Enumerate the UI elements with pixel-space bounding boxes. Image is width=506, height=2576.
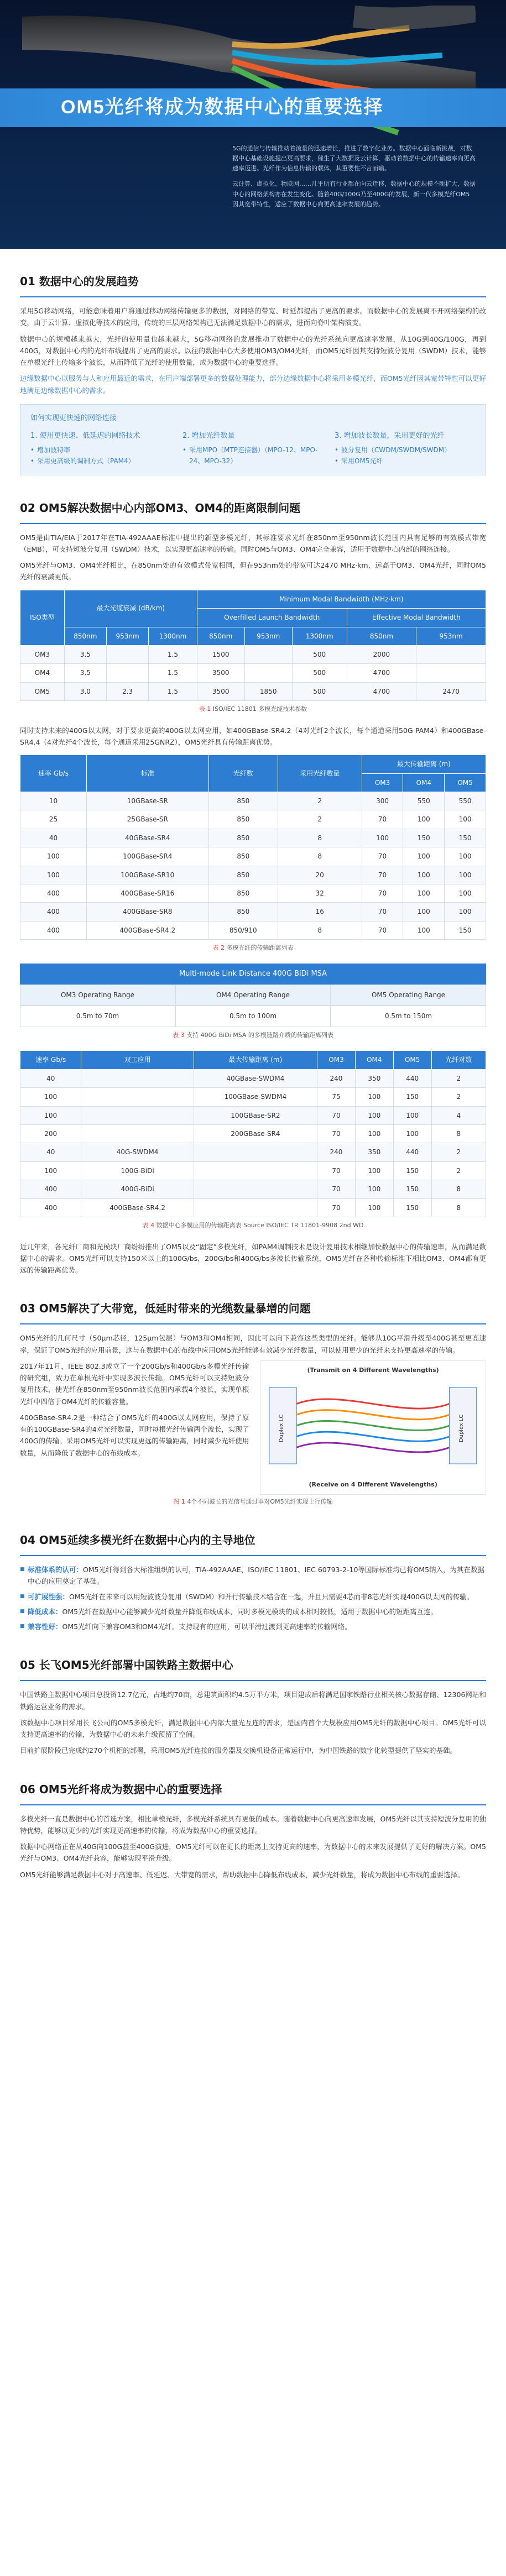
- table-cell: [194, 1161, 317, 1180]
- table-cell: 20: [278, 866, 362, 884]
- list-item: • 采用OM5光纤: [335, 455, 476, 467]
- table-cell: 8: [278, 829, 362, 847]
- callout-column: [335, 430, 476, 467]
- table-row: [20, 1161, 486, 1180]
- table-cell: 850: [208, 829, 278, 847]
- table-cell: 150: [403, 829, 445, 847]
- paragraph: 同时支持未来的400G以太网，对于要求更高的400G以太网应用，如400GBase-SR4.2（4对光纤2个波长，每个通道采用50G PAM4）和400GBase-SR4.4（4对光纤4个波长，每个通道采用25GNRZ），OM5光纤具有传输距离优势。: [20, 726, 486, 746]
- point-label: 降低成本：: [28, 1607, 62, 1616]
- table-cell: 3500: [197, 664, 244, 682]
- table-cell: 4700: [347, 682, 416, 700]
- table-cell: 100GBase-SR4: [86, 847, 208, 866]
- table-cell: 200GBase-SR4: [194, 1124, 317, 1143]
- table-row: [20, 1198, 486, 1217]
- table-header: 850nm: [197, 627, 244, 645]
- caption-text: 数据中心多模应用的传输距离表 Source ISO/IEC TR 11801-9908 2nd WD: [156, 1221, 364, 1229]
- callout-column: [182, 430, 324, 467]
- table-cell: 150: [393, 1198, 431, 1217]
- table-cell: [416, 664, 486, 682]
- table-row: [20, 1180, 486, 1198]
- table-cell: 550: [445, 792, 486, 810]
- table-cell: 150: [445, 829, 486, 847]
- table-header: 1300nm: [292, 627, 347, 645]
- table-header: 850nm: [64, 627, 106, 645]
- diagram-label-right: Duplex LC: [458, 1414, 465, 1442]
- table-header: 最大光缆衰减 (dB/km): [64, 590, 197, 627]
- table-row: [20, 1143, 486, 1161]
- paragraph: 数据中心的规模越来越大，光纤的使用量也越来越大，5G移动网络的发展推动了数据中心的光纤系统向更高速率发展，从10G到40G/100G，再到400G，对数据中心内的光纤布线提出了更高的要求。以往的数据中心大多使用OM3/OM4光纤，而OM5光纤因其支持短波分复用（SWDM）技术，能够在单根光纤上传输多个波长，从而降低了光纤的使用数量，成为数据中心的重要选择。: [20, 334, 486, 366]
- table-caption: [20, 1221, 486, 1231]
- table-row: [20, 829, 486, 847]
- hero-banner: [0, 0, 506, 249]
- table-row: [20, 866, 486, 884]
- table-cell: 100: [355, 1088, 393, 1106]
- advantages-list: [20, 1564, 486, 1632]
- table-cell: 100: [355, 1180, 393, 1198]
- table-cell: 1500: [197, 645, 244, 663]
- table-row: [20, 847, 486, 866]
- table-cell: OM4: [20, 664, 65, 682]
- table-cell: 500: [292, 682, 347, 700]
- title-banner: [0, 88, 506, 127]
- callout-heading: 1. 使用更快速、低延迟的网络技术: [30, 431, 140, 440]
- intro-paragraph: 5G的通信与传输推动着流量的迅速增长，推进了数字化业务。数据中心面临新挑战，对数据中心基础设施提出更高要求，催生了大数据及云计算，驱动着数据中心的传输速率向更高速率迈进。光纤作为信息传输的载体，其重要性不言而喻。: [232, 145, 476, 172]
- table-cell: 2: [278, 810, 362, 829]
- caption-text: 支持 400G BiDi MSA 的多模链路介质的传输距离列表: [186, 1031, 333, 1039]
- table-header: 速率 Gb/s: [20, 1051, 81, 1069]
- table-cell: 100: [403, 884, 445, 902]
- table-header: 953nm: [244, 627, 292, 645]
- table-cell: 1850: [244, 682, 292, 700]
- table-cell: 240: [317, 1143, 356, 1161]
- list-item: • 采用更高级的调制方式（PAM4）: [30, 455, 171, 467]
- table-cell: 100: [445, 847, 486, 866]
- table-row: [20, 1106, 486, 1124]
- table-cell: 400: [20, 903, 87, 921]
- table-cell: 400: [20, 884, 87, 902]
- intro-paragraph: 云计算、虚拟化、物联网……几乎所有行业都在向云迁移，数据中心的规模不断扩大，数据中心的网络架构亦在发生变化。随着40G/100G乃至400G的发展，新一代多模光纤OM5因其宽带特性，适应了数据中心向更高速率发展的趋势。: [232, 180, 476, 208]
- table-cell: [81, 1088, 194, 1106]
- table-cell: 2470: [416, 682, 486, 700]
- table-cell: [81, 1124, 194, 1143]
- table-cell: 70: [362, 866, 403, 884]
- section-title: 04 OM5延续多模光纤在数据中心内的主导地位: [20, 1522, 486, 1556]
- section-title: 02 OM5解决数据中心内部OM3、OM4的距离限制问题: [20, 490, 486, 524]
- table-cell: 70: [317, 1198, 356, 1217]
- table-cell: 40G-SWDM4: [81, 1143, 194, 1161]
- table-cell: 70: [362, 884, 403, 902]
- paragraph: 该数据中心项目采用长飞公司的OM5多模光纤，满足数据中心内部大量光互连的需求，是国内首个大规模应用OM5光纤的数据中心项目。OM5光纤可以支持更高速率的传输，为数据中心的未来升级预留了空间。: [20, 1718, 486, 1739]
- table-header: 标准: [86, 755, 208, 792]
- table-cell: 40GBase-SR4: [86, 829, 208, 847]
- table-header: 最大传输距离 (m): [194, 1051, 317, 1069]
- table-header: ISO类型: [20, 590, 65, 645]
- table-header: OM5: [445, 773, 486, 792]
- table-row: [20, 792, 486, 810]
- table-header: 953nm: [416, 627, 486, 645]
- table-cell: 500: [292, 645, 347, 663]
- point-label: 标准体系的认可：: [28, 1566, 84, 1574]
- table-cell: 16: [278, 903, 362, 921]
- paragraph: OM5是由TIA/EIA于2017年在TIA-492AAAE标准中提出的新型多模光纤，其标准要求光纤在850nm至950nm波长范围内具有足够的有效模式带宽（EMB），可支持短波分复用（SWDM）技术，以实现更高速率的传输。同时OM5与OM3、OM4完全兼容，适用于数据中心内部的网络连接。: [20, 533, 486, 553]
- table-cell: 70: [362, 847, 403, 866]
- paragraph: 采用5G移动网络，可能意味着用户将通过移动网络传输更多的数据，对网络的带宽、时延都提出了更高的要求。而数据中心的发展离不开网络架构的改变，由于云计算、虚拟化等技术的应用，传统的三层网络架构已无法满足数据中心的需求，进而向脊叶架构演变。: [20, 307, 486, 327]
- table-cell: 440: [393, 1069, 431, 1087]
- table-cell: 100GBase-SR2: [194, 1106, 317, 1124]
- table-cell: 100: [445, 884, 486, 902]
- table-header: OM4: [355, 1051, 393, 1069]
- table-cell: [244, 645, 292, 663]
- table-cell: 400: [20, 921, 87, 939]
- table-header: 1300nm: [149, 627, 197, 645]
- table-cell: 850: [208, 884, 278, 902]
- table-cell: 25GBase-SR: [86, 810, 208, 829]
- table-row: [20, 645, 486, 663]
- table-cell: 400GBase-SR16: [86, 884, 208, 902]
- diagram-label-bottom: (Receive on 4 Different Wavelengths): [309, 1480, 437, 1488]
- table-cell: 100: [355, 1124, 393, 1143]
- table-cell: 100: [20, 1161, 81, 1180]
- caption-text: ISO/IEC 11801 多模光缆技术参数: [212, 705, 307, 713]
- table-cell: 8: [431, 1198, 486, 1217]
- table-cell: 4700: [347, 664, 416, 682]
- table-row: [20, 664, 486, 682]
- table-cell: 100: [393, 1106, 431, 1124]
- table-cell: 2.3: [106, 682, 148, 700]
- paragraph: 400GBase-SR4.2是一种结合了OM5光纤的400G以太网应用，保持了原有的100GBase-SR4的4对光纤数量，同时每根光纤传输两个波长，实现了400G的传输。采用OM5光纤可以实现更远的传输距离，同时减少光纤使用数量，从而降低了数据中心的布线成本。: [20, 1413, 249, 1457]
- paragraph: 目前扩展阶段已完成约270个机柜的部署，采用OM5光纤连接的服务器及交换机设备正常运行中，为中国铁路的数字化转型提供了坚实的基础。: [20, 1746, 457, 1755]
- msa-cell: 0.5m to 150m: [331, 1006, 486, 1027]
- table-cell: 850: [208, 903, 278, 921]
- point-label: 可扩展性强：: [28, 1592, 70, 1601]
- table-cell: 70: [317, 1106, 356, 1124]
- table-cell: 4: [431, 1106, 486, 1124]
- paragraph: 2017年11月，IEEE 802.3成立了一个200Gb/s和400Gb/s多模光纤传输的研究组，致力在单根光纤中实现多波长传输。OM5光纤可以支持短波分复用技术，使光纤在850nm至950nm波长范围内承载4个波长，实现单根光纤中四倍于OM4光纤的传输容量。: [20, 1362, 249, 1406]
- table-header: 速率 Gb/s: [20, 755, 87, 792]
- table-row: [20, 682, 486, 700]
- list-item: • 波分复用（CWDM/SWDM/SWDM）: [335, 444, 476, 455]
- paragraph: OM5光纤的几何尺寸（50μm芯径，125μm包层）与OM3和OM4相同，因此可以向下兼容这些类型的光纤。能够从10G平滑升级至400G甚至更高速率，保证了OM5光纤的应用前景，这与在数据中心的布线中应用OM5光纤能够有效减少光纤数量，可以使用更少的光纤来支持更高速率的传输。: [20, 1334, 486, 1354]
- table-cell: [194, 1198, 317, 1217]
- table-cell: 3500: [197, 682, 244, 700]
- table-cell: 400GBase-SR8: [86, 903, 208, 921]
- point-text: OM5光纤向下兼容OM3和OM4光纤，支持现有的应用，可以平滑过渡到更高速率的传输网络。: [62, 1622, 352, 1631]
- caption-number: 图 1: [173, 1498, 185, 1506]
- table-cell: 350: [355, 1069, 393, 1087]
- figure-caption: [20, 1497, 486, 1507]
- list-item: [20, 1564, 486, 1588]
- wavelength-diagram: [264, 1376, 482, 1475]
- table-cell: 32: [278, 884, 362, 902]
- table-cell: [81, 1069, 194, 1087]
- table-cell: 850: [208, 810, 278, 829]
- table-cell: 100: [445, 866, 486, 884]
- table-cell: 100: [355, 1106, 393, 1124]
- caption-number: 表 1: [199, 705, 211, 713]
- table-row: [20, 921, 486, 939]
- table-cell: 100: [445, 810, 486, 829]
- table-cell: 850: [208, 792, 278, 810]
- list-item: • 增加波特率: [30, 444, 171, 455]
- table-cell: OM5: [20, 682, 65, 700]
- diagram-label-left: Duplex LC: [278, 1414, 285, 1442]
- table-cell: 100: [393, 1124, 431, 1143]
- table-cell: 70: [317, 1180, 356, 1198]
- table-cell: [106, 645, 148, 663]
- caption-number: 表 4: [142, 1221, 155, 1229]
- table-header: 953nm: [106, 627, 148, 645]
- callout-column: [30, 430, 171, 467]
- table-cell: 70: [362, 903, 403, 921]
- table-cell: 2000: [347, 645, 416, 663]
- table-row: [20, 884, 486, 902]
- table-header: 光纤数: [208, 755, 278, 792]
- table-cell: 40: [20, 1069, 81, 1087]
- table-header: 双工应用: [81, 1051, 194, 1069]
- table-cell: 8: [431, 1124, 486, 1143]
- table-cell: 850/910: [208, 921, 278, 939]
- msa-header: OM5 Operating Range: [331, 985, 486, 1006]
- table-header: 采用光纤数量: [278, 755, 362, 792]
- table-cell: [244, 664, 292, 682]
- table-header: Minimum Modal Bandwidth (MHz·km): [197, 590, 486, 608]
- table-cell: 10: [20, 792, 87, 810]
- table-cell: 70: [317, 1124, 356, 1143]
- table-cell: 400GBase-SR4.2: [86, 921, 208, 939]
- table-cell: 850: [208, 847, 278, 866]
- table-cell: 500: [292, 664, 347, 682]
- table-cell: 100: [20, 1106, 81, 1124]
- table-cell: 70: [362, 810, 403, 829]
- table-row: [20, 810, 486, 829]
- caption-text: 多模光纤的传输距离列表: [226, 944, 294, 952]
- table-cell: 40: [20, 829, 87, 847]
- table-cell: [194, 1180, 317, 1198]
- table-cell: 100: [445, 903, 486, 921]
- section-title: 03 OM5解决了大带宽，低延时带来的光缆数量暴增的问题: [20, 1290, 486, 1324]
- paragraph: 中国铁路主数据中心项目总投资12.7亿元，占地约70亩，总建筑面积约4.5万平方米，项目建成后将满足国家铁路行业相关核心数据存储、12306网站和铁路运营业务的需求。: [20, 1690, 486, 1711]
- table-cell: 3.0: [64, 682, 106, 700]
- table-cell: 100G-BiDi: [81, 1161, 194, 1180]
- table-row: [20, 1124, 486, 1143]
- paragraph: 近几年来，各光纤厂商和光模块厂商纷纷推出了OM5以及“固定”多模光纤，如PAM4调制技术是设计复用技术相继加快数据中心的传输速率，从而满足数据中心的需求。OM5光纤可以支持150米以上的100G/bs，200G/bs和400G/bs多波长传输系统，OM5光纤在各种传输标准下相比OM3、OM4都有更远的传输距离优势。: [20, 1242, 486, 1275]
- msa-title: Multi-mode Link Distance 400G BiDi MSA: [20, 964, 486, 985]
- table-cell: 100: [355, 1198, 393, 1217]
- list-item: [20, 1606, 486, 1617]
- list-item: [20, 1621, 486, 1632]
- table-cell: 2: [431, 1143, 486, 1161]
- fiber-spec-table: [20, 590, 486, 701]
- section-title: 01 数据中心的发展趋势: [20, 263, 486, 297]
- section-title: 06 OM5光纤将成为数据中心的重要选择: [20, 1771, 486, 1805]
- table-cell: 8: [278, 847, 362, 866]
- hero-title: OM5光纤将成为数据中心的重要选择: [61, 97, 384, 118]
- table-cell: 150: [445, 921, 486, 939]
- table-cell: 10GBase-SR: [86, 792, 208, 810]
- table-cell: 8: [278, 921, 362, 939]
- table-cell: 200: [20, 1124, 81, 1143]
- table-cell: 1.5: [149, 664, 197, 682]
- table-cell: 8: [431, 1180, 486, 1198]
- table-cell: 70: [317, 1161, 356, 1180]
- paragraph: OM5光纤与OM3、OM4光纤相比，在850nm处的有效模式带宽相同，但在953nm处的带宽可达2470 MHz·km，远高于OM3、OM4光纤，同时OM5光纤的衰减更低。: [20, 561, 486, 582]
- table-header: 850nm: [347, 627, 416, 645]
- point-text: OM5光纤在数据中心能够减少光纤数量并降低布线成本，同时多模光模块的成本相对较低，适用于数据中心的短距离互连。: [62, 1607, 438, 1616]
- table-cell: 100: [403, 866, 445, 884]
- table-cell: 2: [278, 792, 362, 810]
- table-cell: 400: [20, 1180, 81, 1198]
- table-cell: [416, 645, 486, 663]
- table-cell: 40GBase-SWDM4: [194, 1069, 317, 1087]
- section-title: 05 长飞OM5光纤部署中国铁路主数据中心: [20, 1647, 486, 1681]
- table-cell: 2: [431, 1161, 486, 1180]
- msa-header: OM3 Operating Range: [20, 985, 175, 1006]
- msa-cell: 0.5m to 100m: [175, 1006, 331, 1027]
- table-cell: [106, 664, 148, 682]
- table-cell: 3.5: [64, 645, 106, 663]
- callout-heading: 3. 增加波长数量，采用更好的光纤: [335, 431, 445, 440]
- table-cell: 100GBase-SWDM4: [194, 1088, 317, 1106]
- table-cell: 100: [403, 847, 445, 866]
- table-cell: 350: [355, 1143, 393, 1161]
- callout-box: [20, 404, 486, 475]
- table-cell: [81, 1106, 194, 1124]
- table-header: OM5: [393, 1051, 431, 1069]
- table-cell: 150: [393, 1161, 431, 1180]
- table-header: OM3: [317, 1051, 356, 1069]
- table-cell: OM3: [20, 645, 65, 663]
- table-cell: 100: [403, 903, 445, 921]
- table-cell: 150: [393, 1180, 431, 1198]
- list-item: [20, 1591, 486, 1603]
- table-cell: [194, 1143, 317, 1161]
- table-cell: 100: [20, 1088, 81, 1106]
- table-row: [20, 1088, 486, 1106]
- point-label: 兼容性好：: [28, 1622, 62, 1631]
- table-header: 最大传输距离 (m): [362, 755, 486, 773]
- list-item: • 采用MPO（MTP连接器）（MPO-12、MPO-24、MPO-32）: [182, 444, 324, 467]
- msa-header: OM4 Operating Range: [175, 985, 331, 1006]
- paragraph: 边缘数据中心以服务与人和应用最近的需求，在用户端部署更多的数据处理能力，部分边缘数据中心将采用多模光纤，而OM5光纤因其宽带特性可以更好地满足边缘数据中心的需求。: [20, 374, 486, 395]
- table-cell: 2: [431, 1088, 486, 1106]
- table-header: OM3: [362, 773, 403, 792]
- table-cell: 100: [355, 1161, 393, 1180]
- caption-text: 4个不同波长的光信号通过单对OM5光纤实现上行传输: [187, 1498, 333, 1506]
- table-cell: 100: [403, 810, 445, 829]
- table-cell: 1.5: [149, 682, 197, 700]
- table-cell: 75: [317, 1088, 356, 1106]
- table-cell: 400GBase-SR4.2: [81, 1198, 194, 1217]
- paragraph: 数据中心网络正在从40G向100G甚至400G演进，OM5光纤可以在更长的距离上支持更高的速率，为数据中心的未来发展提供了更好的解决方案。OM5光纤与OM3、OM4光纤兼容，能够实现平滑升级。: [20, 1842, 486, 1863]
- msa-cell: 0.5m to 70m: [20, 1006, 175, 1027]
- table-cell: 850: [208, 866, 278, 884]
- table-caption: [20, 704, 486, 715]
- table-cell: 440: [393, 1143, 431, 1161]
- table-cell: 150: [393, 1088, 431, 1106]
- callout-lead: 如何实现更快速的网络连接: [30, 413, 117, 422]
- distance-table: [20, 755, 486, 940]
- table-cell: 300: [362, 792, 403, 810]
- table-cell: 1.5: [149, 645, 197, 663]
- table-row: [20, 903, 486, 921]
- table-cell: 240: [317, 1069, 356, 1087]
- caption-number: 表 3: [173, 1031, 185, 1039]
- msa-table: [20, 964, 486, 1027]
- table-cell: 400G-BiDi: [81, 1180, 194, 1198]
- callout-heading: 2. 增加光纤数量: [182, 431, 235, 440]
- table-cell: 100: [403, 921, 445, 939]
- diagram-label-top: (Transmit on 4 Different Wavelengths): [307, 1366, 439, 1374]
- table-cell: 100: [20, 847, 87, 866]
- point-text: OM5光纤得到各大标准组织的认可，TIA-492AAAE、ISO/IEC 11801、IEC 60793-2-10等国际标准均已将OM5纳入，为其在数据中心的应用奠定了基础。: [28, 1566, 485, 1586]
- hero-intro: [232, 144, 476, 215]
- table-caption: [20, 943, 486, 954]
- table-cell: 550: [403, 792, 445, 810]
- table-cell: 2: [431, 1069, 486, 1087]
- table-cell: 100: [362, 829, 403, 847]
- table-row: [20, 1069, 486, 1087]
- table-cell: 100: [20, 866, 87, 884]
- caption-number: 表 2: [212, 944, 225, 952]
- table-cell: 25: [20, 810, 87, 829]
- swdm-diagram: [260, 1360, 486, 1495]
- table-cell: 100GBase-SR10: [86, 866, 208, 884]
- table-cell: 3.5: [64, 664, 106, 682]
- table-header: 光纤对数: [431, 1051, 486, 1069]
- table-cell: 400: [20, 1198, 81, 1217]
- table-header: OM4: [403, 773, 445, 792]
- point-text: OM5光纤在未来可以用短波波分复用（SWDM）和并行传输技术结合在一起，并且只需要4芯而非8芯光纤实现400G以太网的传输。: [69, 1592, 474, 1601]
- paragraph: OM5光纤能够满足数据中心对于高速率、低延迟、大带宽的需求，帮助数据中心降低布线成本，减少光纤数量，将成为数据中心布线的重要选择。: [20, 1870, 465, 1879]
- table-cell: 70: [362, 921, 403, 939]
- table-cell: 40: [20, 1143, 81, 1161]
- paragraph: 多模光纤一直是数据中心的首选方案，相比单模光纤，多模光纤系统具有更低的成本。随着数据中心向更高速率发展，OM5光纤以其支持短波分复用的独特优势，能够以更少的光纤实现更高速率的传输，将成为数据中心的重要选择。: [20, 1814, 486, 1835]
- table-caption: [20, 1030, 486, 1041]
- multimode-application-table: [20, 1050, 486, 1217]
- table-header: Effective Modal Bandwidth: [347, 609, 486, 627]
- table-header: Overfilled Launch Bandwidth: [197, 609, 347, 627]
